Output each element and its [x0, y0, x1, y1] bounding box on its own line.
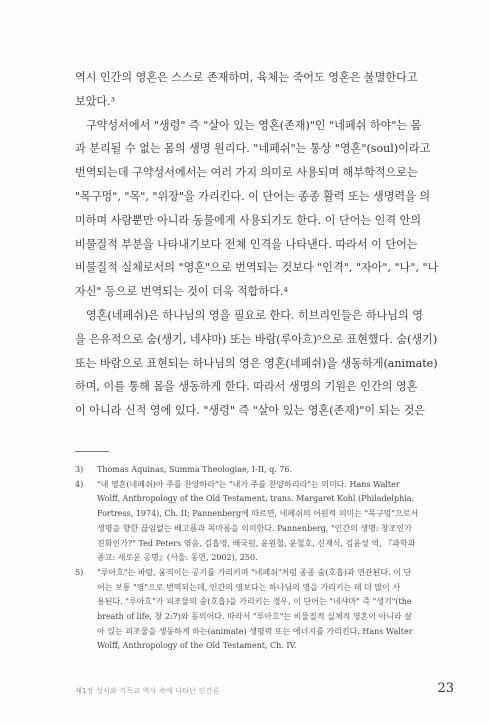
footnote-number: 5) [75, 567, 84, 577]
text-line: 역시 인간의 영혼은 스스로 존재하며, 육체는 죽어도 영혼은 불멸한다고 [75, 71, 418, 84]
text-line: 을 은유적으로 숨(생기, 네샤마) 또는 바람(루아흐)⁵으로 표현했다. 숨(생기) [75, 332, 438, 346]
footnote-line: "루아흐"는 바람, 움직이는 공기를 가리키며 "네페쉬"처럼 종종 숨(호흡)과 연관된다. 이 단 [97, 567, 412, 577]
footnote-line: 아 있는 피조물을 생동하게 하는(animate) 생명력 또는 에너지를 가리킨다. Hans Walter [97, 626, 413, 636]
footnote-line: 종교: 새로운 공명』(서울: 동연, 2002), 250. [97, 553, 258, 563]
page-number: 23 [437, 681, 454, 696]
footnote-line: Wolff, Anthropology of the Old Testament, trans. Margaret Kohl (Philadelphia: [97, 494, 415, 504]
paragraph-3 [75, 304, 447, 423]
footnote-divider [75, 451, 109, 452]
footnote-5 [75, 566, 449, 654]
footnote-line: 용된다. "루아흐"가 피조물의 숨(호흡)을 가리키는 경우, 이 단어는 "네샤마" 즉 "생기"(the [97, 597, 412, 607]
text-line: 비물질적 부분을 나타내기보다 전체 인격을 나타낸다. 따라서 이 단어는 [75, 237, 418, 251]
footnote-line: breath of life, 창 2:7)와 동의어다. 따라서 "루아흐"는 비물질적 실체적 영혼이 아니라 살 [97, 612, 413, 622]
footnote-line: Thomas Aquinas, Summa Theologiae, I-II, q. 76. [97, 465, 293, 474]
text-line: 하며, 이를 통해 몸을 생동하게 한다. 따라서 생명의 기원은 인간의 영혼 [75, 380, 418, 394]
text-line: 이 아니라 신적 영에 있다. "생령" 즉 "살아 있는 영혼(존재)"이 되는 것은 [75, 404, 426, 418]
footnote-line: 어는 보통 "영"으로 번역되는데, 인간의 영보다는 하나님의 영을 가리키는 데 더 많이 사 [97, 582, 401, 592]
text-line: 자신" 등으로 번역되는 것이 더욱 적합하다.⁴ [75, 285, 288, 299]
main-text [75, 66, 447, 423]
paragraph-2 [75, 114, 447, 304]
footnote-3 [75, 463, 449, 478]
footnote-line: Wolff, Anthropology of the Old Testament, Ch. IV. [97, 641, 297, 651]
footnote-number: 4) [75, 479, 84, 489]
text-line: "목구멍", "목", "위장"을 가리킨다. 이 단어는 종종 활력 또는 생명력을 의 [75, 189, 431, 203]
text-line: 구약성서에서 "생령" 즉 "살아 있는 영혼(존재)"인 "네페쉬 하야"는 몸 [86, 118, 422, 132]
paragraph-1-continuation [75, 66, 447, 114]
footnote-4 [75, 478, 449, 566]
footnote-line: 생명을 향한 끊임없는 배고픔과 목마름을 의미한다. Pannenberg, "인간의 생명: 창조인가 [97, 523, 412, 533]
text-line: 번역되는데 구약성서에서는 여러 가지 의미로 사용되며 해부학적으로는 [75, 166, 418, 180]
running-head: 제1장 성서와 기독교 역사 속에 나타난 인간론 [75, 687, 220, 695]
footnote-line: Fortress, 1974), Ch. II; Pannenberg에 따르면, 네페쉬의 어원적 의미는 "목구멍"으로서 [97, 509, 419, 519]
footnotes [75, 463, 449, 654]
text-line: 보았다.³ [75, 94, 116, 108]
text-line: 또는 바람으로 표현되는 하나님의 영은 영혼(네페쉬)을 생동하게(animate) [75, 356, 438, 370]
text-line: 과 분리될 수 없는 몸의 생명 원리다. "네페쉬"는 통상 "영혼"(soul)이라고 [75, 142, 431, 156]
footnote-number: 3) [75, 465, 84, 474]
footnote-line: "내 영혼(네페쉬)아 주를 찬양하라"는 "내가 주를 찬양하리라"는 의미다. Hans Walter [97, 479, 400, 489]
footnote-line: 진화인가?" Ted Peters 엮음, 김흡영, 배국원, 윤원철, 윤철호, 신재식, 김윤성 역, 『과학과 [97, 538, 416, 548]
text-line: 비물질적 실체로서의 "영혼"으로 번역되는 것보다 "인격", "자아", "나", "나 [75, 261, 439, 275]
text-line: 미하며 사람뿐만 아니라 동물에게 사용되기도 한다. 이 단어는 인격 안의 [75, 213, 422, 227]
text-line: 영혼(네페쉬)은 하나님의 영을 필요로 한다. 히브리인들은 하나님의 영 [86, 308, 423, 322]
